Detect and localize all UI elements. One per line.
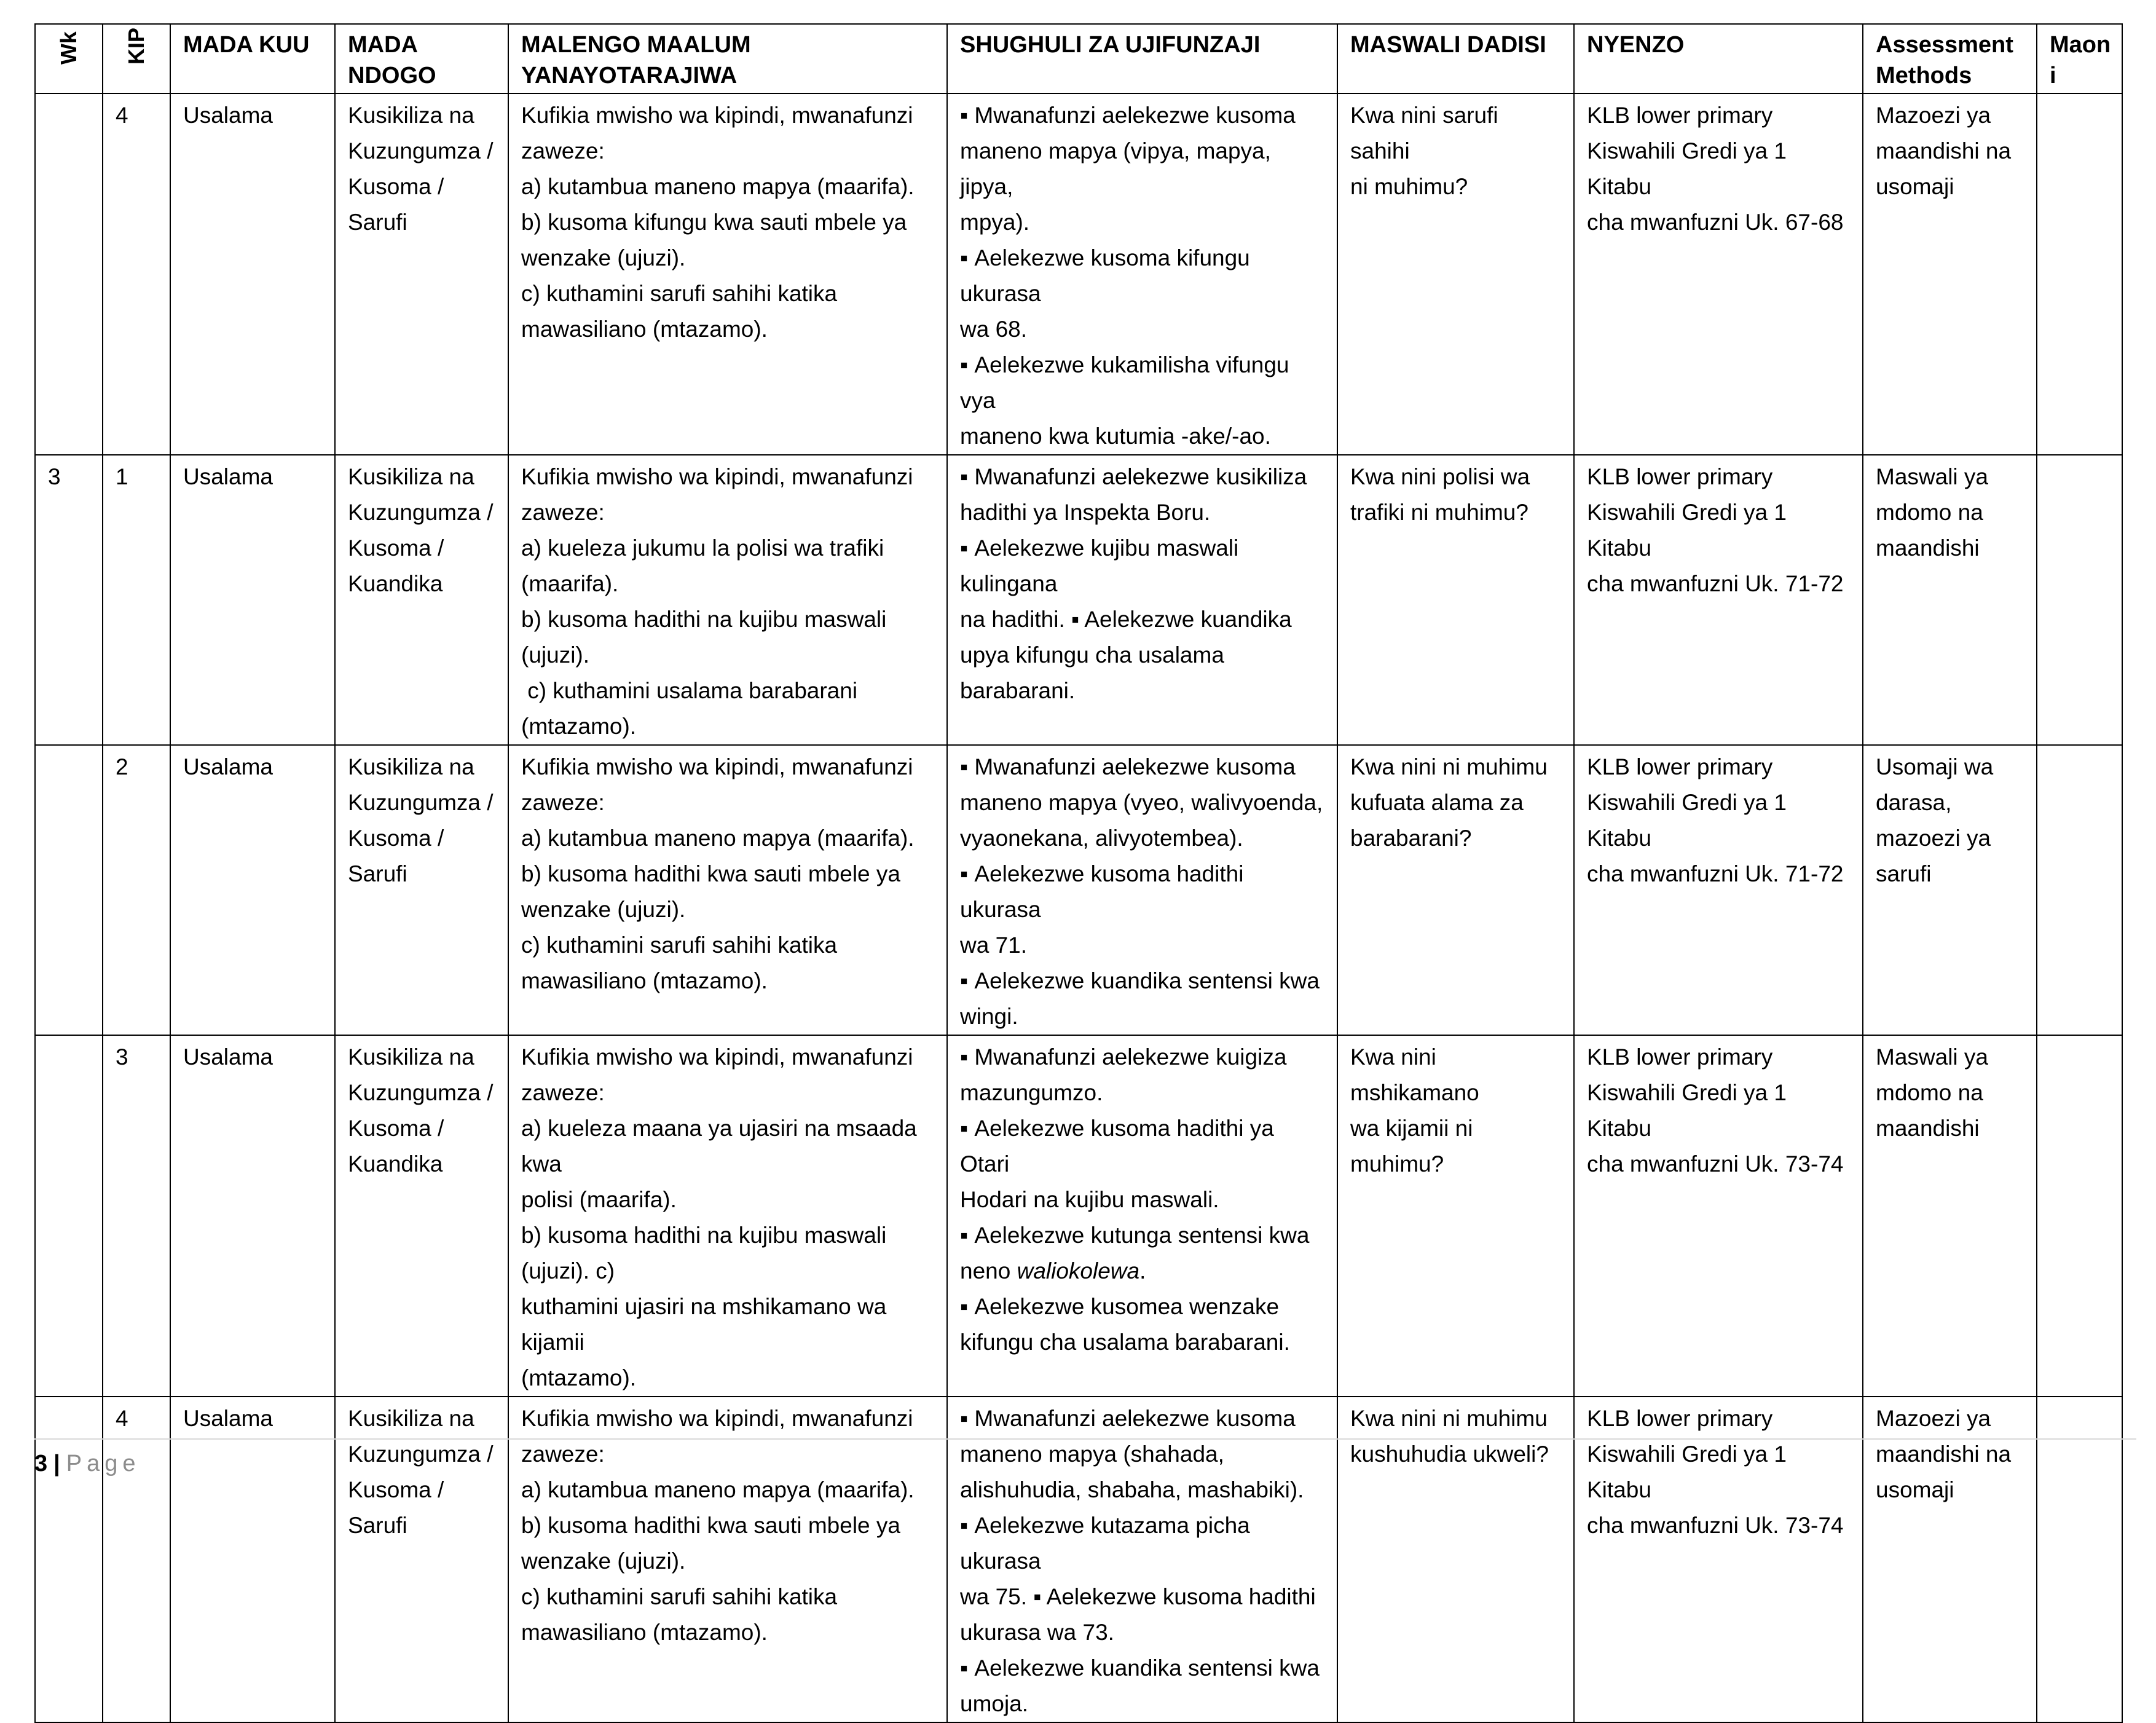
- header-nyenzo: NYENZO: [1574, 24, 1863, 93]
- cell-malengo: Kufikia mwisho wa kipindi, mwanafunzi zaweze: a) kueleza jukumu la polisi wa trafiki (maarifa). b) kusoma hadithi na kujibu maswali (ujuzi). c) kuthamini usalama barabarani (mtazamo).: [508, 455, 947, 745]
- cell-wk: 3: [35, 455, 103, 745]
- cell-maswali: Kwa nini polisi wa trafiki ni muhimu?: [1337, 455, 1574, 745]
- cell-nyenzo: KLB lower primary Kiswahili Gredi ya 1 Kitabu cha mwanfuzni Uk. 73-74: [1574, 1035, 1863, 1397]
- header-mada-ndogo: MADA NDOGO: [335, 24, 508, 93]
- header-assessment: Assessment Methods: [1863, 24, 2037, 93]
- header-malengo: MALENGO MAALUM YANAYOTARAJIWA: [508, 24, 947, 93]
- cell-malengo: Kufikia mwisho wa kipindi, mwanafunzi zaweze: a) kutambua maneno mapya (maarifa). b) kusoma hadithi kwa sauti mbele ya wenzake (ujuzi). c) kuthamini sarufi sahihi katika mawasiliano (mtazamo).: [508, 1397, 947, 1722]
- header-maoni: Maon i: [2037, 24, 2122, 93]
- cell-kip: 4: [103, 1397, 170, 1722]
- cell-mada-ndogo: Kusikiliza na Kuzungumza / Kusoma / Sarufi: [335, 745, 508, 1035]
- cell-maswali: Kwa nini ni muhimu kufuata alama za barabarani?: [1337, 745, 1574, 1035]
- page-footer: [34, 1438, 2136, 1477]
- cell-mada-ndogo: Kusikiliza na Kuzungumza / Kusoma / Kuandika: [335, 455, 508, 745]
- table-row: [35, 745, 2122, 1035]
- cell-maswali: Kwa nini sarufi sahihi ni muhimu?: [1337, 93, 1574, 455]
- cell-nyenzo: KLB lower primary Kiswahili Gredi ya 1 Kitabu cha mwanfuzni Uk. 67-68: [1574, 93, 1863, 455]
- cell-mada-kuu: Usalama: [170, 1035, 335, 1397]
- cell-malengo: Kufikia mwisho wa kipindi, mwanafunzi zaweze: a) kutambua maneno mapya (maarifa). b) kusoma kifungu kwa sauti mbele ya wenzake (ujuzi). c) kuthamini sarufi sahihi katika mawasiliano (mtazamo).: [508, 93, 947, 455]
- cell-nyenzo: KLB lower primary Kiswahili Gredi ya 1 Kitabu cha mwanfuzni Uk. 71-72: [1574, 455, 1863, 745]
- cell-kip: 4: [103, 93, 170, 455]
- table-header-row: [35, 24, 2122, 93]
- footer-separator: |: [53, 1451, 60, 1477]
- table-row: [35, 455, 2122, 745]
- header-maswali: MASWALI DADISI: [1337, 24, 1574, 93]
- cell-maswali: Kwa nini mshikamano wa kijamii ni muhimu?: [1337, 1035, 1574, 1397]
- cell-shughuli: ▪ Mwanafunzi aelekezwe kuigiza mazungumzo. ▪ Aelekezwe kusoma hadithi ya Otari Hodari na kujibu maswali. ▪ Aelekezwe kutunga sentensi kwa neno waliokolewa. ▪ Aelekezwe kusomea wenzake kifungu cha usalama barabarani.: [947, 1035, 1337, 1397]
- cell-maoni: [2037, 93, 2122, 455]
- cell-assessment: Mazoezi ya maandishi na usomaji: [1863, 93, 2037, 455]
- header-shughuli: SHUGHULI ZA UJIFUNZAJI: [947, 24, 1337, 93]
- cell-wk: [35, 1035, 103, 1397]
- page-label: Page: [66, 1451, 141, 1477]
- cell-mada-ndogo: Kusikiliza na Kuzungumza / Kusoma / Sarufi: [335, 93, 508, 455]
- page-number: 3: [34, 1451, 48, 1477]
- cell-malengo: Kufikia mwisho wa kipindi, mwanafunzi zaweze: a) kueleza maana ya ujasiri na msaada kwa polisi (maarifa). b) kusoma hadithi na kujibu maswali (ujuzi). c) kuthamini ujasiri na mshikamano wa kijamii (mtazamo).: [508, 1035, 947, 1397]
- cell-mada-kuu: Usalama: [170, 455, 335, 745]
- cell-maoni: [2037, 1035, 2122, 1397]
- cell-mada-ndogo: Kusikiliza na Kuzungumza / Kusoma / Sarufi: [335, 1397, 508, 1722]
- cell-mada-kuu: Usalama: [170, 93, 335, 455]
- cell-shughuli: ▪ Mwanafunzi aelekezwe kusoma maneno mapya (vyeo, walivyoenda, vyaonekana, alivyotembea). ▪ Aelekezwe kusoma hadithi ukurasa wa 71. ▪ Aelekezwe kuandika sentensi kwa wingi.: [947, 745, 1337, 1035]
- cell-shughuli: ▪ Mwanafunzi aelekezwe kusoma maneno mapya (shahada, alishuhudia, shabaha, mashabiki). ▪ Aelekezwe kutazama picha ukurasa wa 75. ▪ Aelekezwe kusoma hadithi ukurasa wa 73. ▪ Aelekezwe kuandika sentensi kwa umoja.: [947, 1397, 1337, 1722]
- cell-mada-kuu: Usalama: [170, 1397, 335, 1722]
- cell-mada-ndogo: Kusikiliza na Kuzungumza / Kusoma / Kuandika: [335, 1035, 508, 1397]
- cell-nyenzo: KLB lower primary Kiswahili Gredi ya 1 Kitabu cha mwanfuzni Uk. 73-74: [1574, 1397, 1863, 1722]
- cell-shughuli: ▪ Mwanafunzi aelekezwe kusoma maneno mapya (vipya, mapya, jipya, mpya). ▪ Aelekezwe kusoma kifungu ukurasa wa 68. ▪ Aelekezwe kukamilisha vifungu vya maneno kwa kutumia -ake/-ao.: [947, 93, 1337, 455]
- cell-maoni: [2037, 455, 2122, 745]
- header-wk: Wk: [35, 24, 103, 93]
- header-mada-kuu: MADA KUU: [170, 24, 335, 93]
- cell-mada-kuu: Usalama: [170, 745, 335, 1035]
- table-row: [35, 93, 2122, 455]
- table-row: [35, 1035, 2122, 1397]
- cell-assessment: Maswali ya mdomo na maandishi: [1863, 455, 2037, 745]
- cell-maoni: [2037, 745, 2122, 1035]
- cell-kip: 3: [103, 1035, 170, 1397]
- cell-assessment: Usomaji wa darasa, mazoezi ya sarufi: [1863, 745, 2037, 1035]
- cell-assessment: Mazoezi ya maandishi na usomaji: [1863, 1397, 2037, 1722]
- header-kip: KIP: [103, 24, 170, 93]
- cell-wk: [35, 745, 103, 1035]
- cell-malengo: Kufikia mwisho wa kipindi, mwanafunzi zaweze: a) kutambua maneno mapya (maarifa). b) kusoma hadithi kwa sauti mbele ya wenzake (ujuzi). c) kuthamini sarufi sahihi katika mawasiliano (mtazamo).: [508, 745, 947, 1035]
- cell-maswali: Kwa nini ni muhimu kushuhudia ukweli?: [1337, 1397, 1574, 1722]
- cell-shughuli: ▪ Mwanafunzi aelekezwe kusikiliza hadithi ya Inspekta Boru. ▪ Aelekezwe kujibu maswali kulingana na hadithi. ▪ Aelekezwe kuandika upya kifungu cha usalama barabarani.: [947, 455, 1337, 745]
- cell-kip: 1: [103, 455, 170, 745]
- cell-kip: 2: [103, 745, 170, 1035]
- cell-nyenzo: KLB lower primary Kiswahili Gredi ya 1 Kitabu cha mwanfuzni Uk. 71-72: [1574, 745, 1863, 1035]
- cell-assessment: Maswali ya mdomo na maandishi: [1863, 1035, 2037, 1397]
- cell-wk: [35, 93, 103, 455]
